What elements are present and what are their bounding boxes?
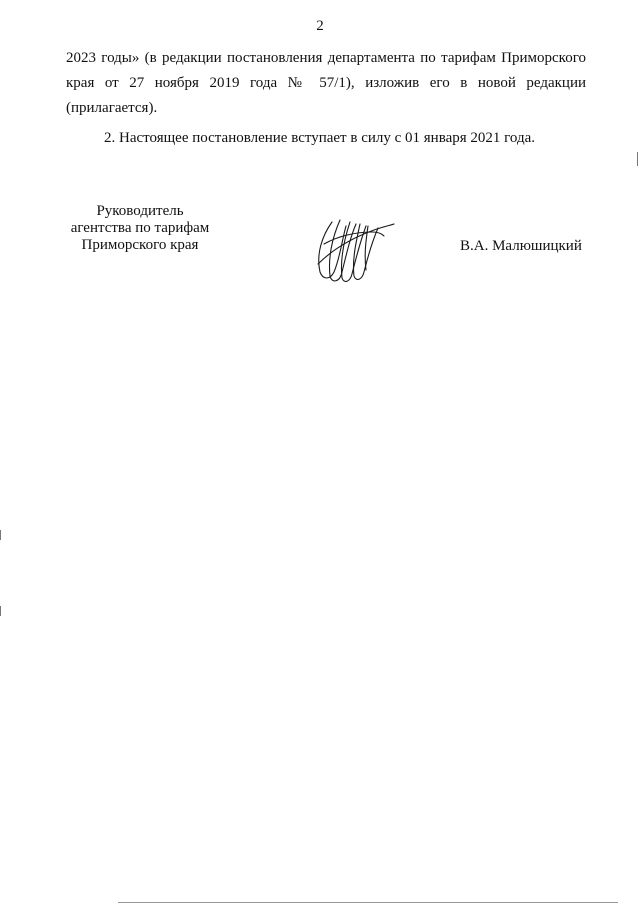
position-line: Руководитель xyxy=(96,203,184,219)
scan-edge-mark xyxy=(637,152,638,166)
page-number: 2 xyxy=(316,18,324,34)
body-paragraph-2: 2. Настоящее постановление вступает в силу с 01 января 2021 года. xyxy=(104,130,536,146)
signatory-position xyxy=(60,203,220,254)
paragraph-line: (прилагается). xyxy=(66,100,158,116)
handwritten-signature xyxy=(312,214,398,286)
paragraph-line: 2023 годы» (в редакции постановления департамента по тарифам Приморского xyxy=(66,50,586,66)
position-line: Приморского края xyxy=(81,237,199,253)
scan-edge-mark xyxy=(0,606,1,616)
body-paragraph-1 xyxy=(66,46,586,121)
position-line: агентства по тарифам xyxy=(70,220,210,236)
scan-edge-mark xyxy=(118,902,618,903)
signatory-name: В.А. Малюшицкий xyxy=(460,238,582,254)
scan-edge-mark xyxy=(0,530,1,540)
paragraph-line: края от 27 ноября 2019 года № 57/1), изложив его в новой редакции xyxy=(66,75,586,91)
